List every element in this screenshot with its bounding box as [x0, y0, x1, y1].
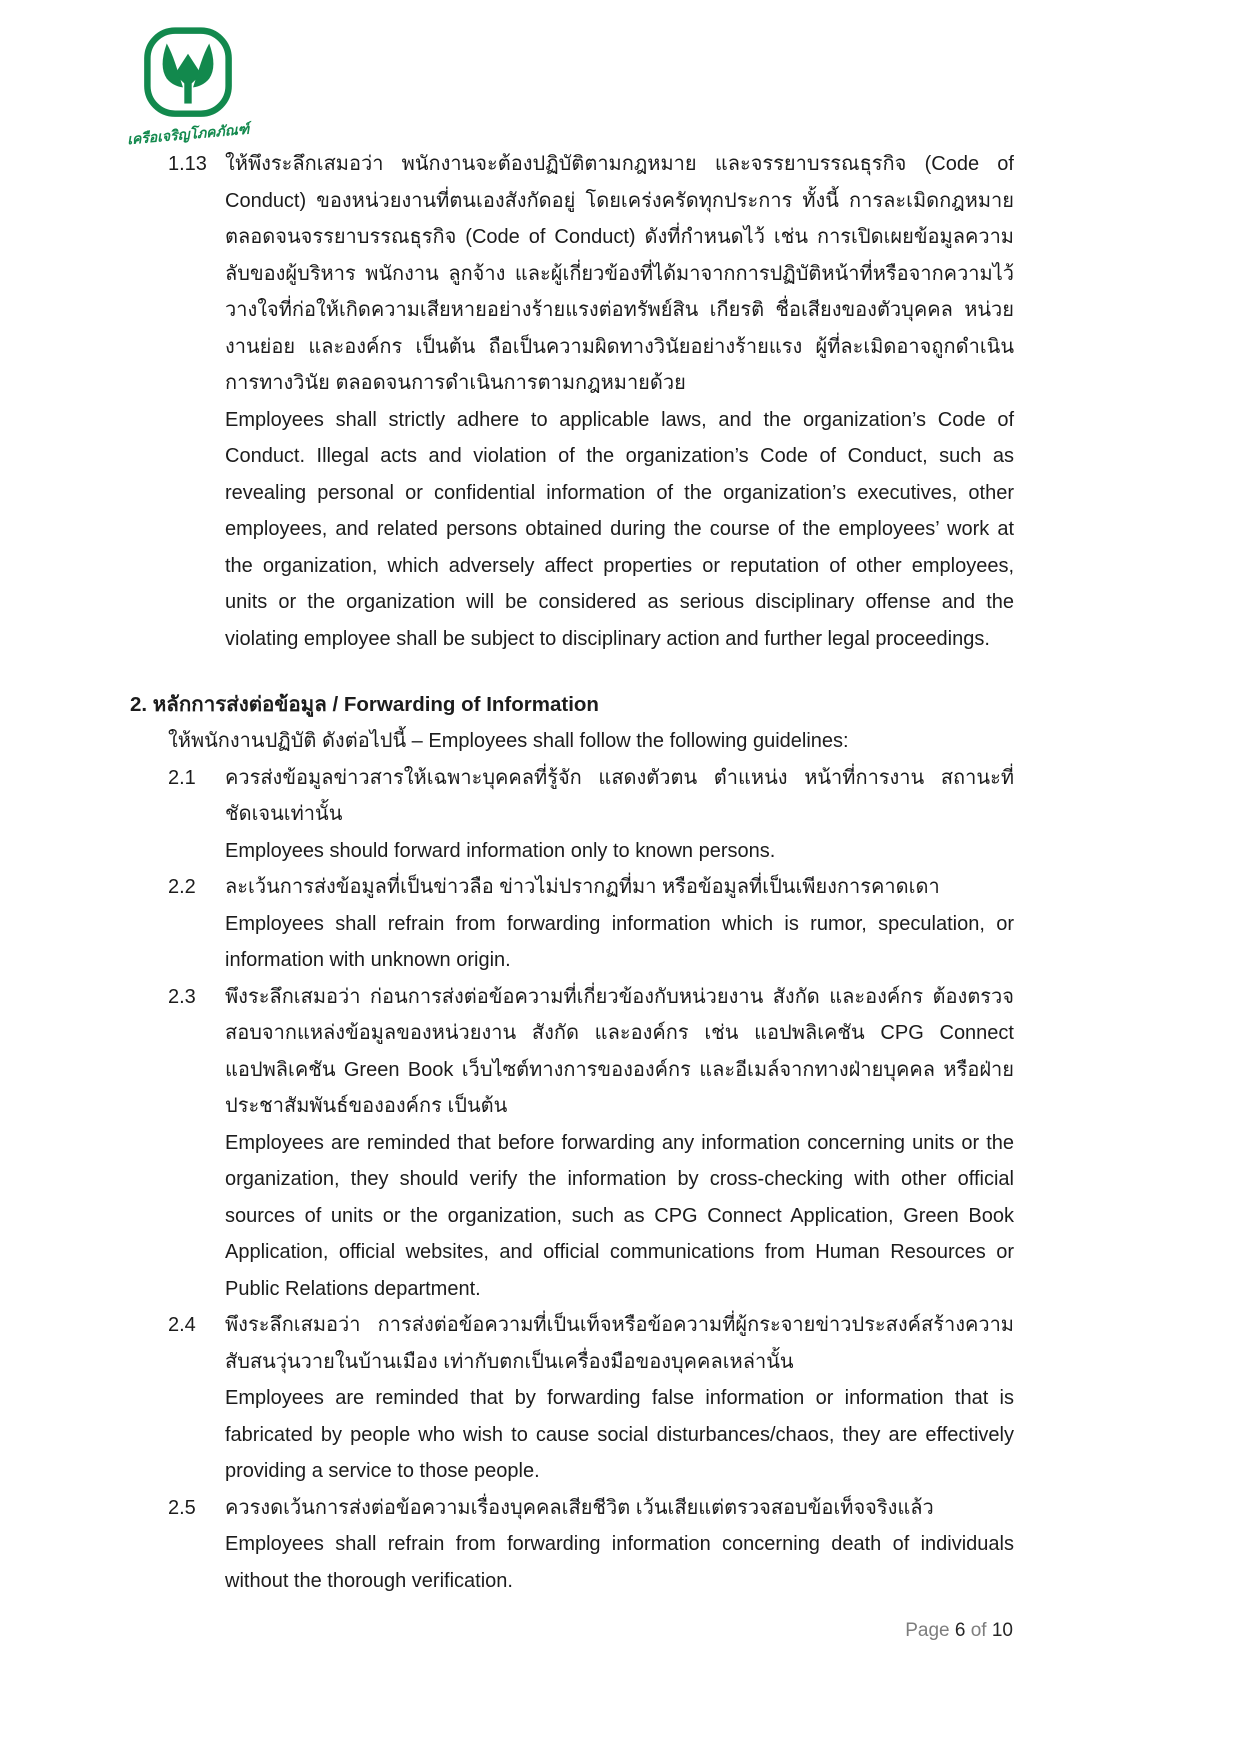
clause-number: 2.3: [168, 985, 196, 1008]
document-content: [130, 146, 1014, 1599]
clause-2-5-thai-text: ควรงดเว้นการส่งต่อข้อความเรื่องบุคคลเสียชีวิต เว้นเสียแต่ตรวจสอบข้อเท็จจริงแล้ว: [225, 1496, 934, 1519]
clause-number: 2.4: [168, 1314, 196, 1336]
page-footer: [0, 1620, 1013, 1642]
clause-2-2: [130, 869, 1014, 979]
section-2-intro: ให้พนักงานปฏิบัติ ดังต่อไปนี้ – Employees shall follow the following guidelines:: [168, 730, 849, 752]
of-label: of: [970, 1620, 987, 1641]
clause-2-1-english-text: Employees should forward information only to known persons.: [225, 839, 776, 862]
total-pages: 10: [991, 1620, 1013, 1641]
clause-number: 2.5: [168, 1496, 196, 1519]
clause-2-4-english-text: Employees are reminded that by forwarding false information or information that is fabricated by people who wish to cause social disturbances/chaos, they are effectively providing a service to those people.: [225, 1387, 1014, 1482]
clause-1-13: [130, 146, 1014, 657]
clause-2-5: [130, 1490, 1014, 1600]
clause-2-1: [130, 760, 1014, 870]
clause-2-3-thai-text: พึงระลึกเสมอว่า ก่อนการส่งต่อข้อความที่เกี่ยวข้องกับหน่วยงาน สังกัด และองค์กร ต้องตรวจสอบจากแหล่งข้อมูลของหน่วยงาน สังกัด และองค์กร เช่น แอปพลิเคชัน CPG Connect แอปพลิเคชัน Green Book เว็บไซต์ทางการขององค์กร และอีเมล์จากทางฝ่ายบุคคล หรือฝ่ายประชาสัมพันธ์ขององค์กร เป็นต้น: [225, 985, 1014, 1117]
page-label: Page: [905, 1620, 950, 1641]
clause-2-5-english-text: Employees shall refrain from forwarding information concerning death of individuals without the thorough verification.: [225, 1533, 1014, 1592]
tulip-logo-icon: [132, 26, 244, 122]
clause-2-1-thai-text: ควรส่งข้อมูลข่าวสารให้เฉพาะบุคคลที่รู้จัก แสดงตัวตน ตำแหน่ง หน้าที่การงาน สถานะที่ชัดเจนเท่านั้น: [225, 766, 1014, 825]
cp-group-logo: [118, 26, 258, 146]
clause-2-4-thai-text: พึงระลึกเสมอว่า การส่งต่อข้อความที่เป็นเท็จหรือข้อความที่ผู้กระจายข่าวประสงค์สร้างความสับสนวุ่นวายในบ้านเมือง เท่ากับตกเป็นเครื่องมือของบุคคลเหล่านั้น: [225, 1314, 1014, 1373]
clause-2-2-english-text: Employees shall refrain from forwarding information which is rumor, speculation, or information with unknown origin.: [225, 912, 1014, 971]
clause-number: 2.1: [168, 766, 196, 789]
clause-1-13-thai-text: ให้พึงระลึกเสมอว่า พนักงานจะต้องปฏิบัติตามกฎหมาย และจรรยาบรรณธุรกิจ (Code of Conduct) ของหน่วยงานที่ตนเองสังกัดอยู่ โดยเคร่งครัดทุกประการ ทั้งนี้ การละเมิดกฎหมาย ตลอดจนจรรยาบรรณธุรกิจ (Code of Conduct) ดังที่กำหนดไว้ เช่น การเปิดเผยข้อมูลความลับของผู้บริหาร พนักงาน ลูกจ้าง และผู้เกี่ยวข้องที่ได้มาจากการปฏิบัติหน้าที่หรือจากความไว้วางใจที่ก่อให้เกิดความเสียหายอย่างร้ายแรงต่อทรัพย์สิน เกียรติ ชื่อเสียงของตัวบุคคล หน่วยงานย่อย และองค์กร เป็นต้น ถือเป็นความผิดทางวินัยอย่างร้ายแรง ผู้ที่ละเมิดอาจถูกดำเนินการทางวินัย ตลอดจนการดำเนินการตามกฎหมายด้วย: [225, 153, 1014, 394]
clause-2-3-english-text: Employees are reminded that before forwarding any information concerning units or the organization, they should verify the information by cross-checking with other official sources of units or the organization, such as CPG Connect Application, Green Book Application, official websites, and official communications from Human Resources or Public Relations department.: [225, 1131, 1014, 1300]
clause-2-4: [130, 1307, 1014, 1490]
page-number: 6: [954, 1620, 966, 1641]
section-2-heading: 2. หลักการส่งต่อข้อมูล / Forwarding of Information: [130, 693, 599, 716]
clause-number: 1.13: [168, 153, 207, 175]
clause-1-13-english-text: Employees shall strictly adhere to applicable laws, and the organization’s Code of Conduct. Illegal acts and violation of the organization’s Code of Conduct, such as revealing personal or confidential information of the organization’s executives, other employees, and related persons obtained during the course of the employees’ work at the organization, which adversely affect properties or reputation of other employees, units or the organization will be considered as serious disciplinary offense and the violating employee shall be subject to disciplinary action and further legal proceedings.: [225, 408, 1014, 650]
clause-number: 2.2: [168, 876, 196, 898]
clause-2-2-thai-text: ละเว้นการส่งข้อมูลที่เป็นข่าวลือ ข่าวไม่ปรากฏที่มา หรือข้อมูลที่เป็นเพียงการคาดเดา: [225, 876, 940, 898]
logo-caption: เครือเจริญโภคภัณฑ์: [126, 120, 250, 148]
clause-2-3: [130, 979, 1014, 1308]
